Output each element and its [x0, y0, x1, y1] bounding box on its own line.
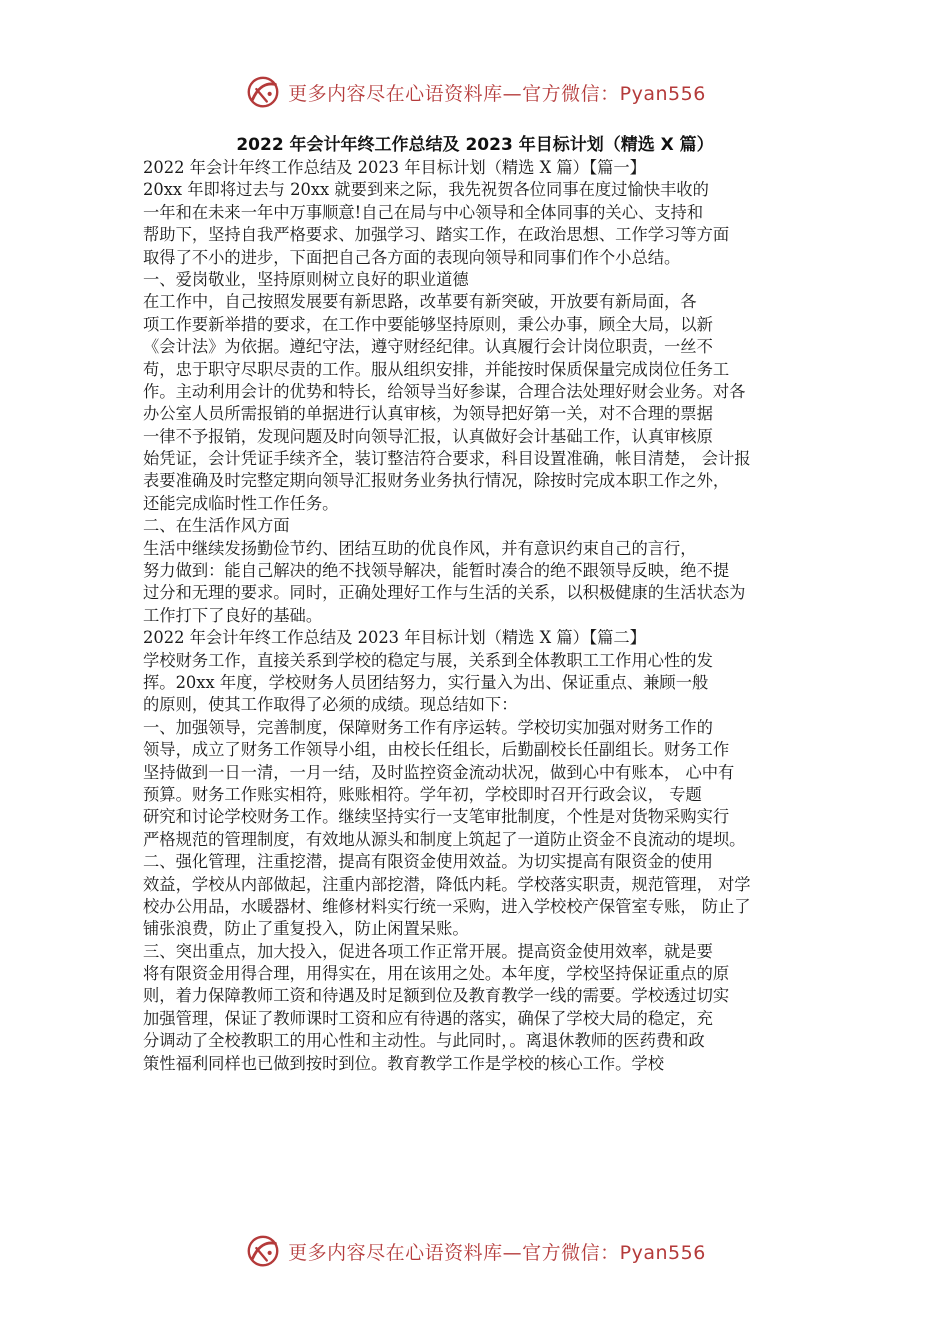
text-line: 作。主动利用会计的优势和特长，给领导当好参谋，合理合法处理好财会业务。对各	[143, 381, 746, 401]
text-line: 二、强化管理，注重挖潜，提高有限资金使用效益。为切实提高有限资金的使用	[143, 852, 713, 872]
text-line: 帮助下，坚持自我严格要求、加强学习、踏实工作，在政治思想、工作学习等方面	[143, 225, 730, 245]
text-line: 研究和讨论学校财务工作。继续坚持实行一支笔审批制度，个性是对货物采购实行	[143, 807, 730, 827]
brush-logo-icon	[244, 73, 282, 111]
watermark-text: 更多内容尽在心语资料库—官方微信：Pyan556	[288, 1241, 706, 1264]
text-line: 严格规范的管理制度，有效地从源头和制度上筑起了一道防止资金不良流动的堤坝。	[143, 829, 746, 849]
text-line: 《会计法》为依据。遵纪守法，遵守财经纪律。认真履行会计岗位职责，一丝不	[143, 337, 713, 357]
text-line: 一、加强领导，完善制度，保障财务工作有序运转。学校切实加强对财务工作的	[143, 717, 713, 737]
header-watermark	[0, 70, 950, 114]
text-line: 在工作中，自己按照发展要有新思路，改革要有新突破，开放要有新局面，各	[143, 292, 697, 312]
text-line: 一律不予报销，发现问题及时向领导汇报，认真做好会计基础工作，认真审核原	[143, 426, 713, 446]
text-line: 工作打下了良好的基础。	[143, 605, 323, 625]
text-line: 学校财务工作，直接关系到学校的稳定与展，关系到全体教职工工作用心性的发	[143, 650, 713, 670]
text-line: 策性福利同样也已做到按时到位。教育教学工作是学校的核心工作。学校	[143, 1053, 665, 1073]
text-line: 苟，忠于职守尽职尽责的工作。服从组织安排，并能按时保质保量完成岗位任务工	[143, 359, 730, 379]
text-line: 办公室人员所需报销的单据进行认真审核，为领导把好第一关，对不合理的票据	[143, 404, 713, 424]
text-line: 分调动了全校教职工的用心性和主动性。与此同时，。离退休教师的医药费和政	[143, 1031, 705, 1051]
text-line: 20xx 年即将过去与 20xx 就要到来之际，我先祝贺各位同事在度过愉快丰收的	[143, 180, 709, 200]
text-line: 过分和无理的要求。同时，正确处理好工作与生活的关系，以积极健康的生活状态为	[143, 583, 746, 603]
text-line: 则，着力保障教师工资和待遇及时足额到位及教育教学一线的需要。学校透过切实	[143, 986, 730, 1006]
text-line: 效益，学校从内部做起，注重内部挖潜，降低内耗。学校落实职责，规范管理， 对学	[143, 874, 751, 894]
text-line: 铺张浪费，防止了重复投入，防止闲置呆账。	[143, 919, 469, 939]
text-line: 还能完成临时性工作任务。	[143, 493, 339, 513]
text-line: 2022 年会计年终工作总结及 2023 年目标计划（精选 X 篇）【篇一】	[143, 158, 646, 177]
text-line: 始凭证，会计凭证手续齐全，装订整洁符合要求，科目设置准确，帐目清楚， 会计报	[143, 449, 751, 469]
text-line: 挥。20xx 年度，学校财务人员团结努力，实行量入为出、保证重点、兼顾一般	[143, 672, 709, 692]
brush-logo-icon	[244, 1232, 282, 1270]
text-line: 取得了不小的进步，下面把自己各方面的表现向领导和同事们作个小总结。	[143, 247, 681, 267]
text-line: 表要准确及时完整定期向领导汇报财务业务执行情况，除按时完成本职工作之外，	[143, 471, 730, 491]
text-line: 校办公用品，水暖器材、维修材料实行统一采购，进入学校校产保管室专账， 防止了	[143, 896, 751, 916]
text-line: 的原则，使其工作取得了必须的成绩。现总结如下：	[143, 695, 518, 715]
text-line: 生活中继续发扬勤俭节约、团结互助的优良作风，并有意识约束自己的言行，	[143, 538, 697, 558]
document-body	[143, 157, 823, 1075]
text-line: 坚持做到一日一清，一月一结，及时监控资金流动状况，做到心中有账本， 心中有	[143, 762, 735, 782]
text-line: 将有限资金用得合理，用得实在，用在该用之处。本年度，学校坚持保证重点的原	[143, 964, 730, 984]
text-line: 加强管理，保证了教师课时工资和应有待遇的落实，确保了学校大局的稳定，充	[143, 1008, 713, 1028]
footer-watermark	[0, 1229, 950, 1273]
watermark-text: 更多内容尽在心语资料库—官方微信：Pyan556	[288, 82, 706, 105]
text-line: 一年和在未来一年中万事顺意!自己在局与中心领导和全体同事的关心、支持和	[143, 202, 704, 222]
text-line: 领导，成立了财务工作领导小组，由校长任组长，后勤副校长任副组长。财务工作	[143, 740, 730, 760]
text-line: 三、突出重点，加大投入，促进各项工作正常开展。提高资金使用效率，就是要	[143, 941, 713, 961]
text-line: 一、爱岗敬业，坚持原则树立良好的职业道德	[143, 269, 469, 289]
text-line: 2022 年会计年终工作总结及 2023 年目标计划（精选 X 篇）【篇二】	[143, 628, 646, 648]
text-line: 预算。财务工作账实相符，账账相符。学年初，学校即时召开行政会议， 专题	[143, 784, 702, 804]
document-title: 2022 年会计年终工作总结及 2023 年目标计划（精选 X 篇）	[236, 135, 714, 155]
text-line: 项工作要新举措的要求，在工作中要能够坚持原则，秉公办事，顾全大局，以新	[143, 314, 713, 334]
text-line: 努力做到：能自己解决的绝不找领导解决，能暂时凑合的绝不跟领导反映，绝不提	[143, 561, 730, 581]
text-line: 二、在生活作风方面	[143, 516, 290, 536]
